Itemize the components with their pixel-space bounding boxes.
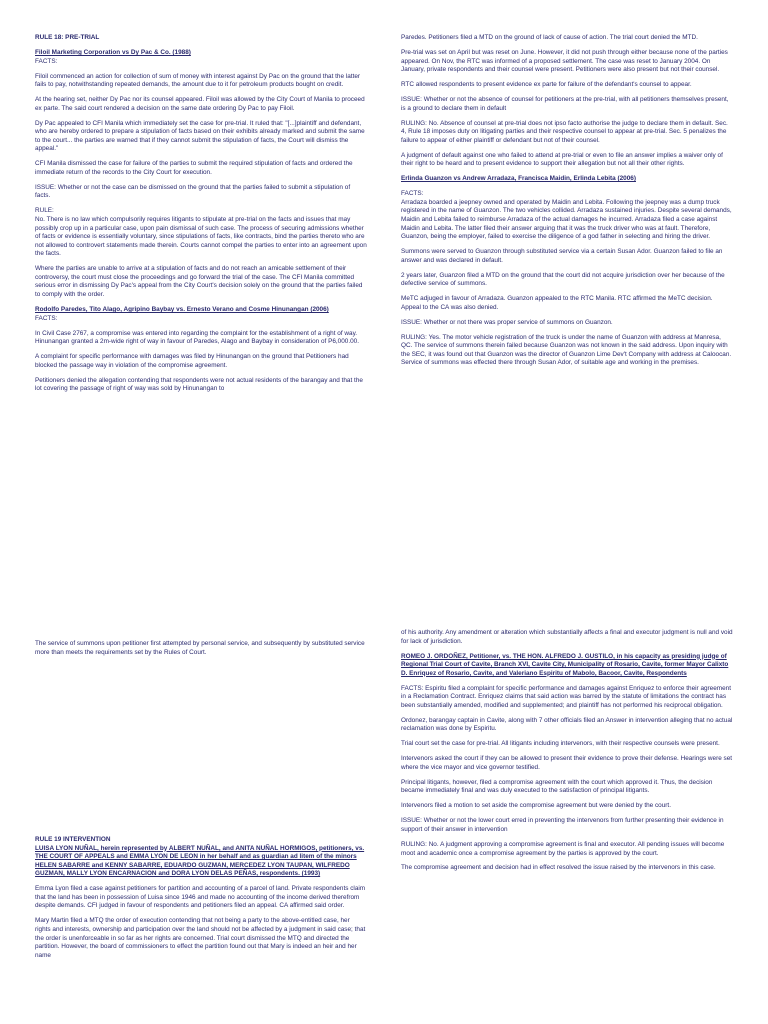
paragraph: Intervenors asked the court if they can be allowed to present their evidence to prove their defense. Hearings were set where the vice mayor and vice governor testified. bbox=[401, 755, 733, 771]
case-heading: Rodolfo Paredes, Tito Alago, Agripino Baybay vs. Ernesto Verano and Cosme Hinunangan (2006) bbox=[35, 305, 329, 313]
paragraph: The compromise agreement and decision had in effect resolved the issue raised by the intervenors in this case. bbox=[401, 864, 716, 872]
paragraph: No. There is no law which compulsorily requires litigants to stipulate at pre-trial on the facts and issues that may possibly crop up in a particular case, upon pain dismissal of such case. The process of securing admissions whether of facts or evidence is essentially voluntary, since stipulations of facts, like contracts, bind the parties thereto who are not allowed to controvert statements made therein. Courts cannot compel the parties to enter into an agreement upon the facts. bbox=[35, 215, 367, 258]
paragraph: The service of summons upon petitioner first attempted by personal service, and subsequently by substituted service more than meets the requirements set by the Rules of Court. bbox=[35, 640, 365, 656]
paragraph: FACTS: Espiritu filed a complaint for specific performance and damages against Enriquez to enforce their agreement in a Reclamation Contract. Enriquez claims that said action was barred by the statute of limitations the contract has been substantially amended, modified and supplemented; and plaintiff has not performed his reciprocal obligation. bbox=[401, 684, 731, 709]
paragraph: RTC allowed respondents to present evidence ex parte for failure of the defendant's counsel to appear. bbox=[401, 81, 692, 89]
paragraph: FACTS: bbox=[35, 57, 58, 65]
paragraph: Dy Pac appealed to CFI Manila which immediately set the case for pre-trial. It ruled that: "[...]plaintiff and defendant, who are hereby ordered to prepare a stipulation of facts based on their exhibits already marked and submit the same to the court... the parties are warned that if they cannot submit the stipulation of facts, the Court will dismiss the appeal." bbox=[35, 119, 365, 153]
paragraph: Ordonez, barangay captain in Cavite, along with 7 other officials filed an Answer in intervention alleging that no actual reclamation was done by Espiritu. bbox=[401, 716, 733, 733]
column-bottom-left-top bbox=[35, 640, 367, 664]
case-heading: Erlinda Guanzon vs Andrew Arradaza, Francisca Maidin, Erlinda Lebita (2006) bbox=[401, 175, 636, 183]
text-block bbox=[35, 836, 367, 960]
paragraph: CFI Manila dismissed the case for failure of the parties to submit the required stipulation of facts and ordered the immediate return of the records to the City Court for execution. bbox=[35, 160, 353, 176]
paragraph: In Civil Case 2767, a compromise was entered into regarding the complaint for the establishment of a right of way. Hinunangan granted a 2m-wide right of way in favour of Paredes, Alago and Baybay in consideration of P6,000.00. bbox=[35, 329, 359, 346]
text-block bbox=[35, 34, 367, 394]
case-heading: RULE 19 INTERVENTION bbox=[35, 836, 111, 843]
paragraph: Trial court set the case for pre-trial. All litigants including intervenors, with their respective counsels were present. bbox=[401, 740, 720, 748]
paragraph: RULE: bbox=[35, 207, 54, 215]
paragraph: ISSUE: Whether or not the absence of counsel for petitioners at the pre-trial, with all petitioners themselves present, is a ground to declare them in default bbox=[401, 96, 729, 112]
paragraph: Paredes. Petitioners filed a MTD on the ground of lack of cause of action. The trial court denied the MTD. bbox=[401, 34, 698, 41]
paragraph: RULING: No. Absence of counsel at pre-trial does not ipso facto authorise the judge to declare them in default. Sec. 4, Rule 18 imposes duty on litigating parties and their respective counsel to appear at pre-trial. Sec. 5 penalizes the failure to appear of either plaintiff or defendant but not of their counsel. bbox=[401, 119, 728, 144]
column-top-left bbox=[35, 34, 367, 400]
paragraph: RULING: Yes. The motor vehicle registration of the truck is under the name of Guanzon with address at Manresa, QC. The service of summons therein failed because Guanzon was not known in the said address. Upon inquiry with the SEC, it was found out that Guanzon was the director of Guanzon Lime Dev't Company with address at Caloocan. Service of summons was effected there through Susan Ador, of suitable age and working in the premises. bbox=[401, 333, 732, 367]
column-bottom-left bbox=[35, 836, 367, 967]
column-bottom-right bbox=[401, 629, 733, 879]
case-heading: Filoil Marketing Corporation vs Dy Pac & Co. (1988) bbox=[35, 48, 191, 56]
case-heading: LUISA LYON NUÑAL, herein represented by ALBERT NUÑAL, and ANITA NUÑAL HORMIGOS, petitioners, vs. bbox=[35, 844, 365, 852]
paragraph: Pre-trial was set on April but was reset on June. However, it did not push through either because none of the parties appeared. On Nov, the RTC was informed of a proposed settlement. The case was reset to January 2004. On January, private respondents and their counsel were present. Petitioners were also present but not their counsel. bbox=[401, 48, 728, 74]
paragraph: At the hearing set, neither Dy Pac nor its counsel appeared. Filoil was allowed by the City Court of Manila to proceed ex parte. The said court rendered a decision on the same date ordering Dy Pac to pay Filoil. bbox=[35, 96, 365, 112]
paragraph: FACTS: bbox=[35, 314, 58, 322]
paragraph: FACTS: bbox=[401, 190, 424, 198]
paragraph: Mary Martin filed a MTQ the order of execution contending that not being a party to the above-entitled case, her rights and interests, ownership and participation over the land should not be affected by a judgment in said case; that the order is unenforceable in so far as her rights are concerned. Trial court dismissed the MTQ and directed the partition. However, the board of commissioners to effect the partition found out that Mary is indeed an heir and her name bbox=[35, 917, 366, 959]
paragraph: Arradaza boarded a jeepney owned and operated by Maidin and Lebita. Following the jeepney was a dump truck registered in the name of Guanzon. The two vehicles collided. Arradaza sustained injuries. Despite several demands, Maidin and Lebita failed to reimburse Arradaza of the actual damages he incurred. Arradaza filed a case against Maidin and Lebita. The latter filed their answer arguing that it was the truck driver who was at fault. Therefore, Guanzon, being the employer, failed to exercise the diligence of a god father in selecting and hiring the driver. bbox=[401, 198, 732, 241]
case-heading: ROMEO J. ORDOÑEZ, Petitioner, vs. THE HON. ALFREDO J. GUSTILO, in his capacity as presiding judge of Regional Trial Court of Cavite, Branch XVI, Cavite City, Municipality of Rosario, Cavite, former Mayor Calixto D. Enriquez of Rosario, Cavite, and Valeriano Espiritu of Mabolo, Bacoor, Cavite, Respondents bbox=[401, 652, 729, 677]
paragraph: Emma Lyon filed a case against petitioners for partition and accounting of a parcel of land. Private respondents claim that the land has been in possession of Luisa since 1946 and made no accounting of the income derived therefrom despite demands. CFI judged in favour of respondents and petitioners filed an appeal. CA affirmed said order. bbox=[35, 885, 366, 910]
paragraph: RULING: No. A judgment approving a compromise agreement is final and executor. All pending issues will become moot and academic once a compromise agreement by the parties is approved by the court. bbox=[401, 840, 725, 857]
paragraph: A complaint for specific performance with damages was filed by Hinunangan on the ground that Petitioners had blocked the passage way in violation of the compromise agreement. bbox=[35, 353, 349, 369]
paragraph: of his authority. Any amendment or alteration which substantially affects a final and executor judgment is null and void for lack of jurisdiction. bbox=[401, 629, 733, 645]
column-top-right bbox=[401, 34, 733, 374]
paragraph: Where the parties are unable to arrive at a stipulation of facts and do not reach an amicable settlement of their controversy, the court must close the proceedings and go forward the trial of the case. The CFI Manila committed serious error in dismissing Dy Pac's appeal from the City Court's decision solely on the ground that the parties failed to comply with the order. bbox=[35, 265, 363, 298]
paragraph: ISSUE: Whether or not the case can be dismissed on the ground that the parties failed to submit a stipulation of facts. bbox=[35, 183, 351, 200]
paragraph: ISSUE: Whether or not the lower court erred in preventing the intervenors from further presenting their evidence in support of their answer in intervention bbox=[401, 817, 724, 833]
case-heading: THE COURT OF APPEALS and EMMA LYON DE LEON in her behalf and as guardian ad litem of the minors HELEN SABARRE and KENNY SABARRE, EDUARDO GUZMAN, MERCEDEZ LYON TAUPAN, WILFREDO GUZMAN, MALLY LYON ENCARNACION and DORA LYON DELAS PEÑAS, respondents. (1993) bbox=[35, 853, 357, 878]
paragraph: A judgment of default against one who failed to attend at pre-trial or even to file an answer implies a waiver only of their right to be heard and to present evidence to support their allegation but not all their other rights. bbox=[401, 151, 723, 168]
text-block bbox=[401, 629, 733, 873]
paragraph: Petitioners denied the allegation contending that respondents were not actual residents of the barangay and that the lot covering the passage of right of way was sold by Hinunangan to bbox=[35, 376, 363, 393]
paragraph: Filoil commenced an action for collection of sum of money with interest against Dy Pac on the ground that the latter fails to pay, notwithstanding repeated demands, the amount due to it for petroleum products bought on credit. bbox=[35, 72, 361, 89]
paragraph: Intervenors filed a motion to set aside the compromise agreement but were denied by the court. bbox=[401, 802, 671, 810]
paragraph: MeTC adjuged in favour of Arradaza. Guanzon appealed to the RTC Manila. RTC affirmed the MeTC decision. Appeal to the CA was also denied. bbox=[401, 295, 713, 311]
paragraph: 2 years later, Guanzon filed a MTD on the ground that the court did not acquire jurisdiction over her because of the defective service of summons. bbox=[401, 271, 725, 288]
paragraph: Summons were served to Guanzon through substituted service via a certain Susan Ador. Guanzon failed to file an answer and was declared in default. bbox=[401, 248, 723, 264]
paragraph: Principal litigants, however, filed a compromise agreement with the court which approved it. Thus, the decision became immediately final and was duly executed to the satisfaction of principal litigants. bbox=[401, 778, 713, 795]
text-block bbox=[401, 34, 733, 368]
paragraph: ISSUE: Whether or not there was proper service of summons on Guanzon. bbox=[401, 318, 613, 326]
text-block bbox=[35, 640, 367, 657]
case-heading: RULE 18: PRE-TRIAL bbox=[35, 34, 100, 41]
